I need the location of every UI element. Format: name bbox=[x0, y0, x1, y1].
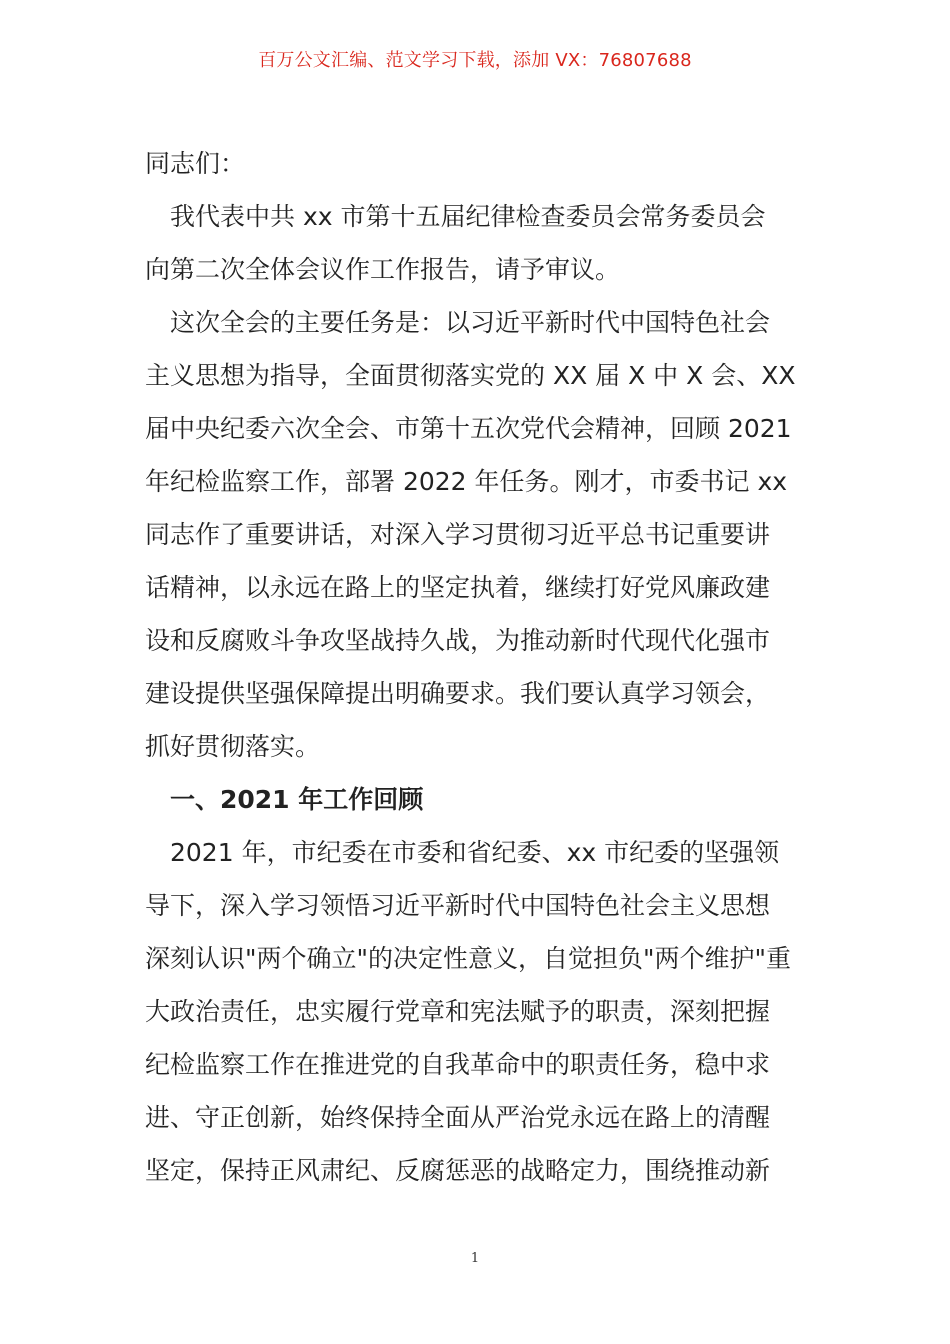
paragraph-line: 导下，深入学习领悟习近平新时代中国特色社会主义思想 bbox=[145, 891, 771, 920]
paragraph-line: 大政治责任，忠实履行党章和宪法赋予的职责，深刻把握 bbox=[145, 997, 771, 1026]
paragraph-line: 设和反腐败斗争攻坚战持久战，为推动新时代现代化强市 bbox=[145, 626, 771, 655]
paragraph-line: 这次全会的主要任务是：以习近平新时代中国特色社会 bbox=[145, 308, 771, 337]
paragraph-line: 建设提供坚强保障提出明确要求。我们要认真学习领会， bbox=[145, 679, 771, 708]
paragraph-line: 年纪检监察工作，部署 2022 年任务。刚才，市委书记 xx bbox=[145, 467, 788, 496]
paragraph-line: 同志作了重要讲话，对深入学习贯彻习近平总书记重要讲 bbox=[145, 520, 771, 549]
paragraph-line: 向第二次全体会议作工作报告，请予审议。 bbox=[145, 255, 621, 284]
page-number: 1 bbox=[470, 1251, 480, 1266]
paragraph-line: 2021 年，市纪委在市委和省纪委、xx 市纪委的坚强领 bbox=[145, 838, 780, 867]
salutation: 同志们： bbox=[145, 149, 246, 178]
watermark-header: 百万公文汇编、范文学习下载，添加 VX：76807688 bbox=[258, 50, 692, 71]
paragraph-line: 深刻认识"两个确立"的决定性意义，自觉担负"两个维护"重 bbox=[145, 944, 791, 973]
section-heading: 一、2021 年工作回顾 bbox=[145, 785, 424, 814]
paragraph-line: 抓好贯彻落实。 bbox=[145, 732, 321, 761]
paragraph-line: 我代表中共 xx 市第十五届纪律检查委员会常务委员会 bbox=[145, 202, 766, 231]
paragraph-line: 纪检监察工作在推进党的自我革命中的职责任务，稳中求 bbox=[145, 1050, 771, 1079]
paragraph-line: 进、守正创新，始终保持全面从严治党永远在路上的清醒 bbox=[145, 1103, 771, 1132]
paragraph-line: 届中央纪委六次全会、市第十五次党代会精神，回顾 2021 bbox=[145, 414, 792, 443]
paragraph-line: 话精神，以永远在路上的坚定执着，继续打好党风廉政建 bbox=[145, 573, 771, 602]
paragraph-line: 坚定，保持正风肃纪、反腐惩恶的战略定力，围绕推动新 bbox=[145, 1156, 771, 1185]
paragraph-line: 主义思想为指导，全面贯彻落实党的 XX 届 X 中 X 会、XX bbox=[145, 361, 796, 390]
